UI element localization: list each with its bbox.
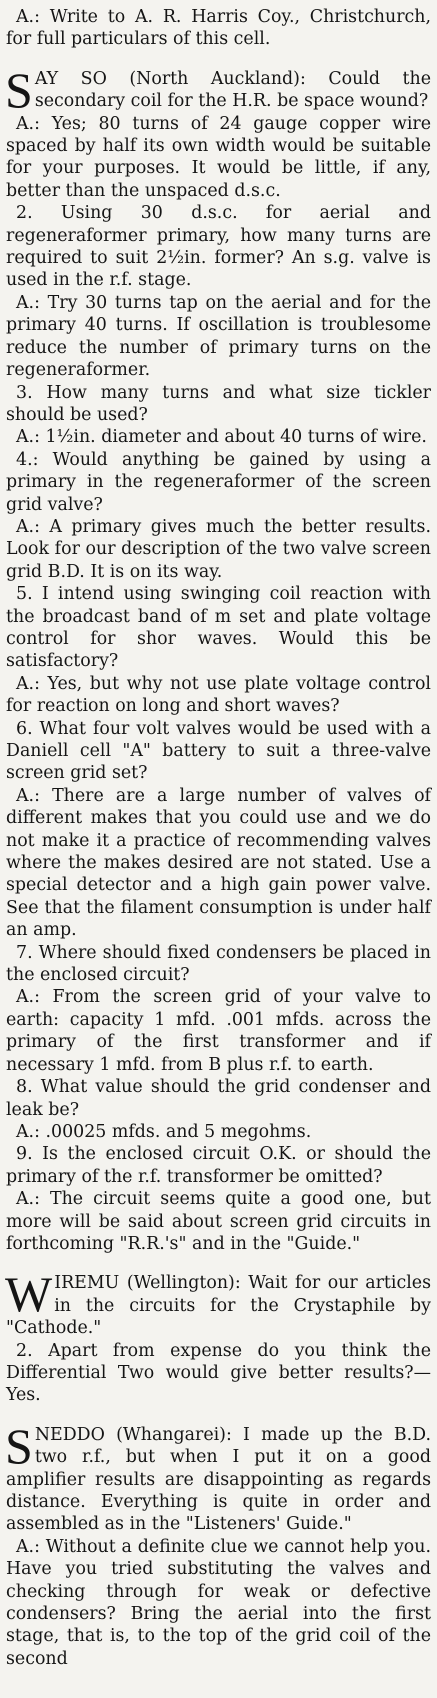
query-paragraph (5, 1266, 431, 1339)
correspondent-name: NEDDO (34, 1424, 105, 1445)
query-text: (Whangarei): I made up the B.D. two r.f., but when I put it on a good amplifier results are disappointing as regards distance. Everything is quite in order and assembled as in the "Listeners' Guide." (6, 1424, 431, 1535)
body-paragraph: A.: Without a definite clue we cannot help you. Have you tried substituting the valves and checking through for weak or defective condensers? Bring the aerial into the first stage, that is, to the top of the grid coil of the second (6, 1536, 431, 1669)
body-paragraph: A.: Write to A. R. Harris Coy., Christchurch, for full particulars of this cell. (6, 7, 431, 50)
query-text: (Wellington): Wait for our articles in the circuits for the Crystaphile by "Cathode." (6, 1273, 431, 1339)
body-paragraph: A.: 1½in. diameter and about 40 turns of wire. (16, 427, 427, 448)
body-paragraph: 2. Using 30 d.s.c. for aerial and regeneraformer primary, how many turns are required to suit 2½in. former? An s.g. valve is used in the r.f. stage. (6, 203, 431, 291)
body-paragraph: A.: The circuit seems quite a good one, but more will be said about screen grid circuits in forthcoming "R.R.'s" and in the "Guide." (6, 1189, 431, 1254)
query-paragraph (5, 1417, 431, 1536)
body-paragraph: 5. I intend using swinging coil reaction with the broadcast band of m set and plate voltage control for shor waves. Would this be satisfactory? (6, 584, 431, 672)
body-paragraph: A.: From the screen grid of your valve to earth: capacity 1 mfd. .001 mfds. across the primary of the first transformer and if necessary 1 mfd. from B plus r.f. to earth. (6, 987, 431, 1075)
body-paragraph: A.: Yes, but why not use plate voltage control for reaction on long and short waves? (6, 673, 431, 717)
query-text: (North Auckland): Could the secondary coil for the H.R. be space wound? (34, 68, 431, 112)
body-paragraph: 3. How many turns and what size tickler should be used? (6, 382, 431, 425)
drop-cap: W (5, 1266, 53, 1323)
drop-cap: S (5, 1417, 33, 1474)
correspondent-name: AY SO (34, 68, 107, 89)
body-paragraph: A.: Try 30 turns tap on the aerial and for the primary 40 turns. If oscillation is troublesome reduce the number of primary turns on the regeneraformer. (6, 292, 431, 381)
body-paragraph: A.: .00025 mfds. and 5 megohms. (16, 1121, 312, 1142)
body-paragraph: 4.: Would anything be gained by using a primary in the regeneraformer of the screen grid valve? (6, 449, 431, 515)
body-paragraph: 9. Is the enclosed circuit O.K. or should the primary of the r.f. transformer be omitted? (6, 1144, 431, 1187)
body-paragraph: 8. What value should the grid condenser and leak be? (6, 1077, 431, 1120)
body-paragraph: A.: Yes; 80 turns of 24 gauge copper wire spaced by half its own width would be suitable for your purposes. It would be little, if any, better than the unspaced d.s.c. (6, 113, 431, 201)
drop-cap: S (5, 61, 33, 118)
query-paragraph (5, 61, 431, 118)
correspondent-name: IREMU (54, 1273, 120, 1294)
body-paragraph: 7. Where should fixed condensers be placed in the enclosed circuit? (6, 942, 431, 986)
body-paragraph: 6. What four volt valves would be used with a Daniell cell "A" battery to suit a three-valve screen grid set? (6, 718, 431, 784)
body-paragraph: A.: A primary gives much the better results. Look for our description of the two valve screen grid B.D. It is on its way. (6, 516, 431, 582)
body-paragraph: A.: There are a large number of valves of different makes that you could use and we do not make it a practice of recommending valves where the makes desired are not stated. Use a special detector and a high gain power valve. See that the filament consumption is under half an amp. (6, 785, 431, 941)
body-paragraph: 2. Apart from expense do you think the Differential Two would give better results?—Yes. (6, 1340, 431, 1406)
